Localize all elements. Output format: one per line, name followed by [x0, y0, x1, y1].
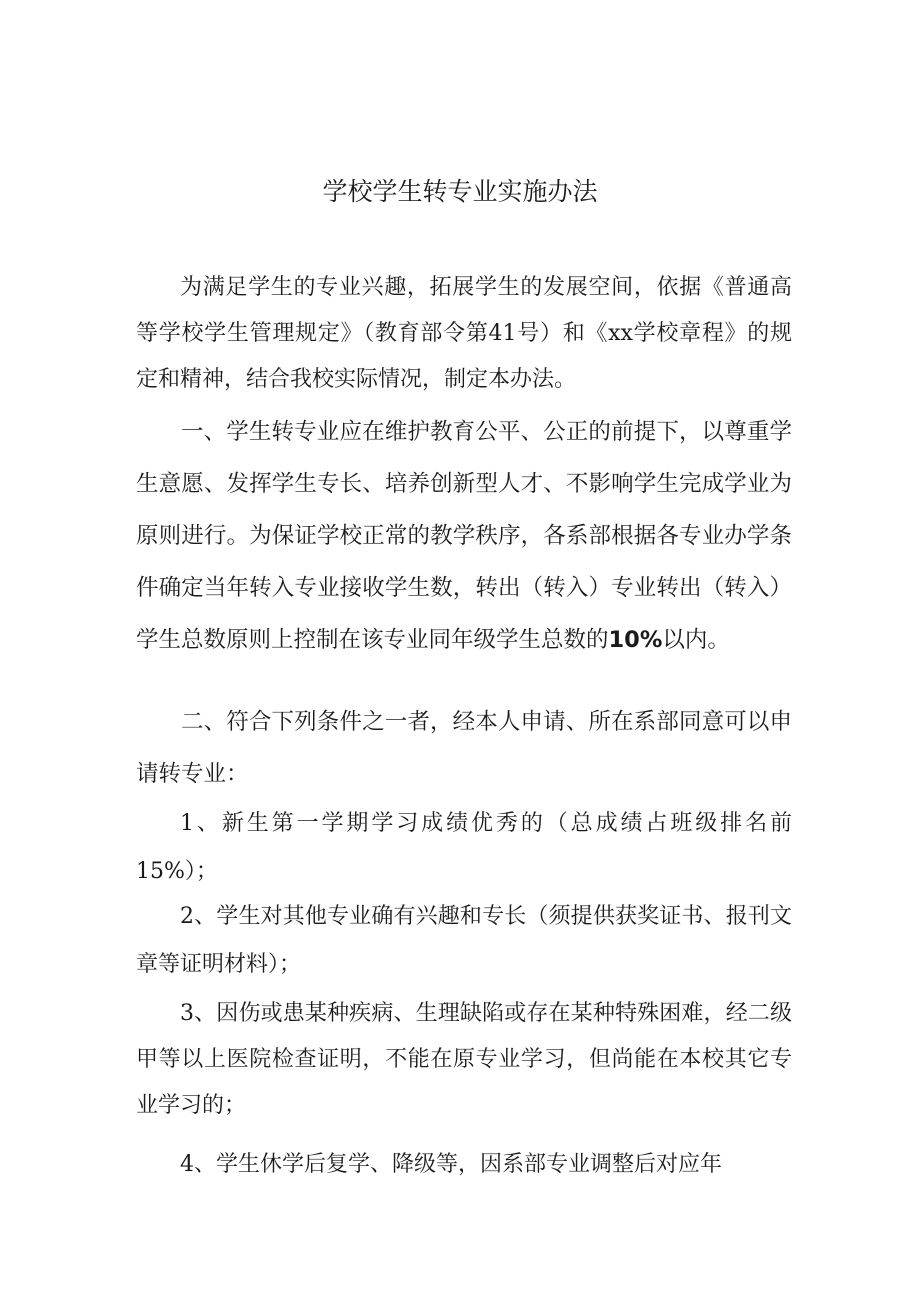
section-1-text: 一、学生转专业应在维护教育公平、公正的前提下，以尊重学生意愿、发挥学生专长、培养创新型人才、不影响学生完成学业为原则进行。为保证学校正常的教学秩序，各系部根据各专业办学条件确定当年转入专业接收学生数，转出（转入）专业转出（转入）学生总数原则上控制在该专业同年级学生总数的: [136, 419, 792, 653]
intro-paragraph: 为满足学生的专业兴趣，拓展学生的发展空间，依据《普通高等学校学生管理规定》（教育部令第41号）和《xx学校章程》的规定和精神，结合我校实际情况，制定本办法。: [136, 275, 792, 392]
list-item: 4、学生休学后复学、降级等，因系部专业调整后对应年: [180, 1152, 722, 1177]
list-item: 3、因伤或患某种疾病、生理缺陷或存在某种特殊困难，经二级甲等以上医院检查证明，不能在原专业学习，但尚能在本校其它专业学习的；: [136, 1001, 792, 1118]
section-2-paragraph: 二、符合下列条件之一者，经本人申请、所在系部同意可以申请转专业：: [136, 709, 792, 787]
section-1-paragraph: [136, 406, 792, 666]
percent-limit: 10%: [608, 627, 663, 653]
list-item: 2、学生对其他专业确有兴趣和专长（须提供获奖证书、报刊文章等证明材料）；: [136, 904, 792, 977]
section-1-ending: 以内。: [662, 627, 730, 653]
list-item: 1、新生第一学期学习成绩优秀的（总成绩占班级排名前15%）；: [136, 811, 792, 884]
document-title: 学校学生转专业实施办法: [322, 177, 598, 206]
